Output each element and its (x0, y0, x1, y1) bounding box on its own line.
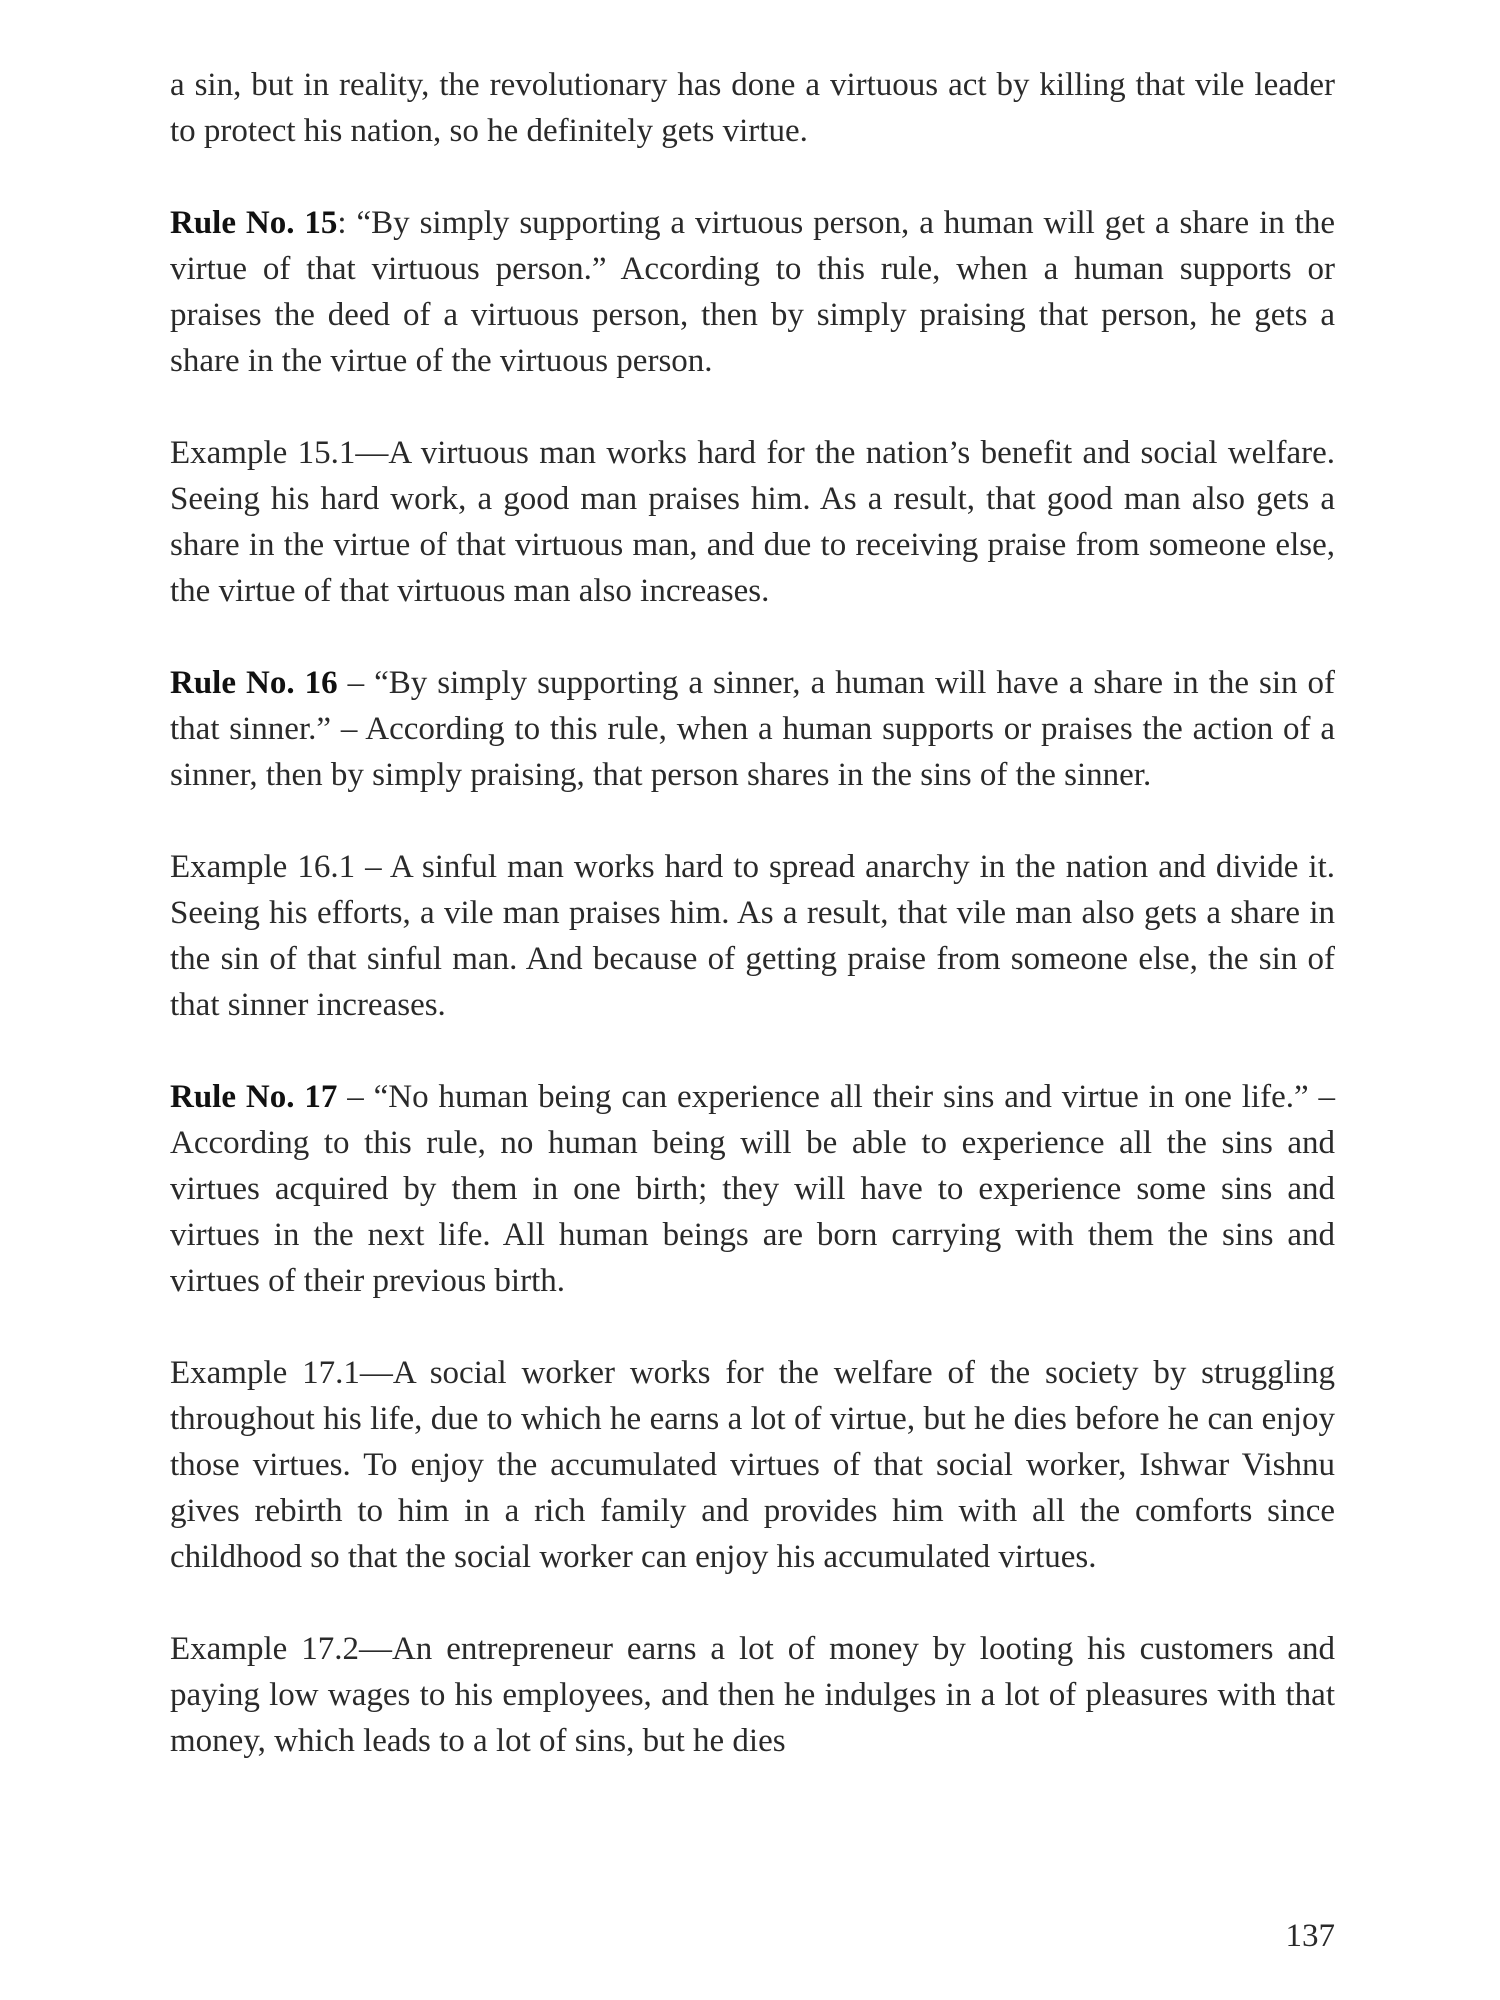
rule-17-title: Rule No. 17 (170, 1079, 338, 1115)
example-17-2-paragraph (170, 1626, 1335, 1764)
rule-17-paragraph (170, 1074, 1335, 1304)
example-17-2-text: Example 17.2—An entrepreneur earns a lot of money by looting his customers and paying low wages to his employees, and then he indulges in a lot of pleasures with that money, which leads to a lot of sins, but he dies (170, 1631, 1335, 1759)
rule-16-text: – “By simply supporting a sinner, a human will have a share in the sin of that sinner.” – According to this rule, when a human supports or praises the action of a sinner, then by simply praising, that person shares in the sins of the sinner. (170, 665, 1335, 793)
paragraph-text: a sin, but in reality, the revolutionary has done a virtuous act by killing that vile leader to protect his nation, so he definitely gets virtue. (170, 67, 1335, 149)
example-17-1-text: Example 17.1—A social worker works for the welfare of the society by struggling throughout his life, due to which he earns a lot of virtue, but he dies before he can enjoy those virtues. To enjoy the accumulated virtues of that social worker, Ishwar Vishnu gives rebirth to him in a rich family and provides him with all the comforts since childhood so that the social worker can enjoy his accumulated virtues. (170, 1355, 1335, 1575)
rule-15-title: Rule No. 15 (170, 205, 338, 241)
page-body (170, 62, 1335, 1810)
rule-16-paragraph (170, 660, 1335, 798)
rule-15-text: : “By simply supporting a virtuous person, a human will get a share in the virtue of that virtuous person.” According to this rule, when a human supports or praises the deed of a virtuous person, then by simply praising that person, he gets a share in the virtue of the virtuous person. (170, 205, 1335, 379)
rule-16-title: Rule No. 16 (170, 665, 338, 701)
example-16-1-paragraph (170, 844, 1335, 1028)
example-15-1-text: Example 15.1—A virtuous man works hard for the nation’s benefit and social welfare. Seeing his hard work, a good man praises him. As a result, that good man also gets a share in the virtue of that virtuous man, and due to receiving praise from someone else, the virtue of that virtuous man also increases. (170, 435, 1335, 609)
example-17-1-paragraph (170, 1350, 1335, 1580)
example-15-1-paragraph (170, 430, 1335, 614)
example-16-1-text: Example 16.1 – A sinful man works hard to spread anarchy in the nation and divide it. Seeing his efforts, a vile man praises him. As a result, that vile man also gets a share in the sin of that sinful man. And because of getting praise from someone else, the sin of that sinner increases. (170, 849, 1335, 1023)
paragraph-continuation (170, 62, 1335, 154)
rule-15-paragraph (170, 200, 1335, 384)
rule-17-text: – “No human being can experience all their sins and virtue in one life.” – According to this rule, no human being will be able to experience all the sins and virtues acquired by them in one birth; they will have to experience some sins and virtues in the next life. All human beings are born carrying with them the sins and virtues of their previous birth. (170, 1079, 1335, 1299)
page-number: 137 (1285, 1918, 1335, 1954)
